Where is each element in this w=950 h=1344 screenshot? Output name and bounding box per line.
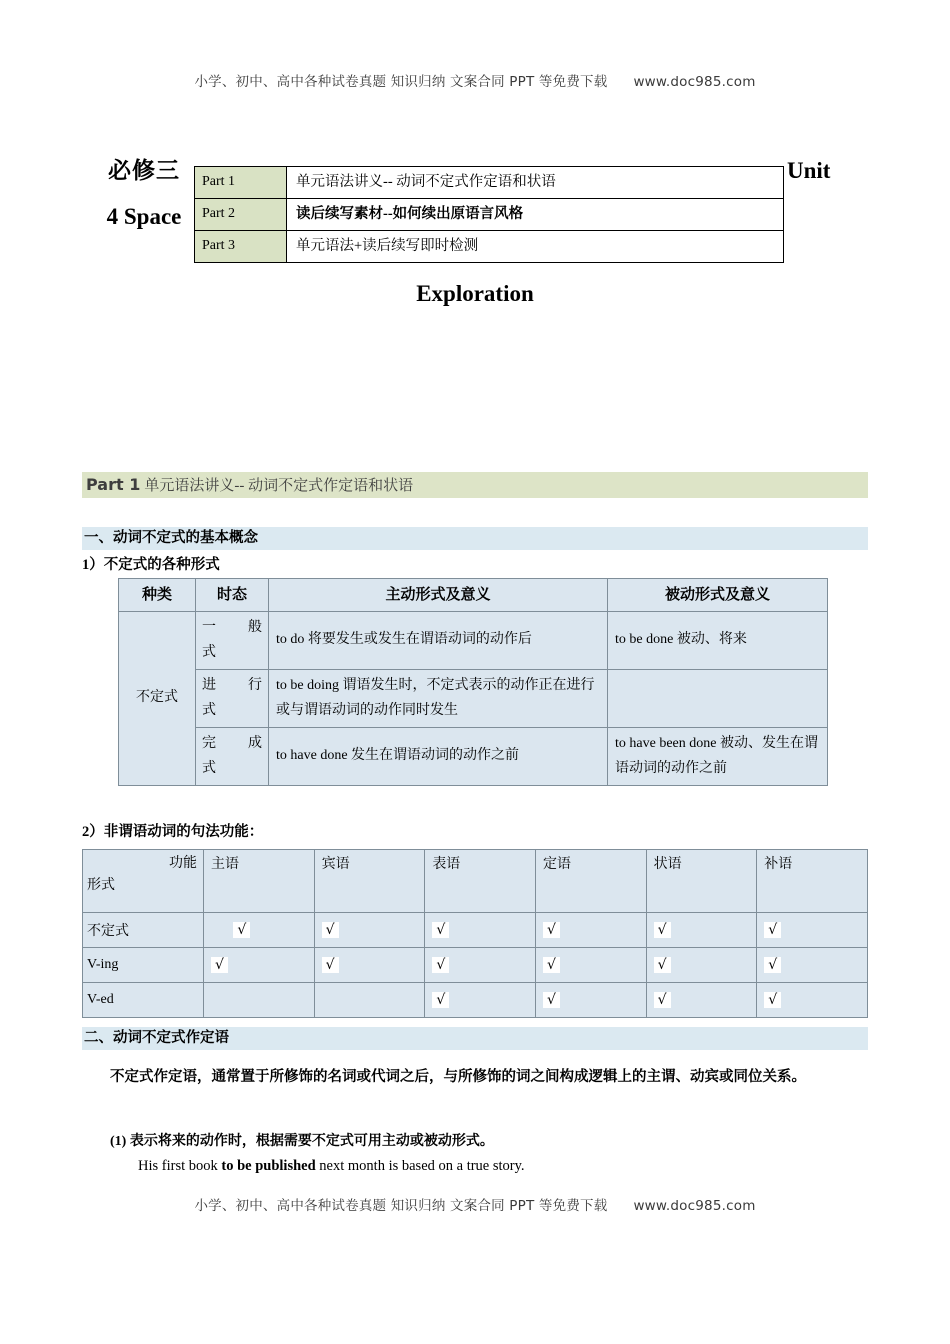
form-kind-cell: 不定式 — [119, 612, 196, 786]
func-cell-ved-subject — [204, 983, 315, 1018]
func-cell-ving-complement — [757, 948, 868, 983]
func-row-label-infinitive: 不定式 — [83, 913, 204, 948]
section-heading-2: 二、动词不定式作定语 — [82, 1027, 868, 1050]
func-column-object: 宾语 — [314, 850, 425, 913]
func-cell-infinitive-attributive — [535, 913, 646, 948]
part-value-3: 单元语法+读后续写即时检测 — [287, 231, 784, 263]
table-row — [195, 231, 784, 263]
check-wrap — [432, 992, 528, 1009]
check-icon: √ — [654, 992, 671, 1008]
table-row — [83, 983, 868, 1018]
check-icon: √ — [322, 957, 339, 973]
form-header-passive: 被动形式及意义 — [608, 579, 828, 612]
check-wrap — [764, 957, 860, 974]
form-header-kind: 种类 — [119, 579, 196, 612]
form-passive-cell-1: to be done 被动、将来 — [608, 612, 828, 670]
check-icon: √ — [764, 957, 781, 973]
check-icon: √ — [543, 922, 560, 938]
example-bold-phrase: to be published — [221, 1158, 316, 1174]
func-cell-ving-attributive — [535, 948, 646, 983]
check-icon: √ — [764, 922, 781, 938]
footer-watermark-text: 小学、初中、高中各种试卷真题 知识归纳 文案合同 PPT 等免费下载 — [194, 1198, 608, 1214]
form-header-active: 主动形式及意义 — [269, 579, 608, 612]
table-row — [195, 167, 784, 199]
table-row — [119, 612, 828, 670]
section-1-sub-2: 2）非谓语动词的句法功能： — [82, 824, 264, 840]
check-wrap — [543, 992, 639, 1009]
table-row — [83, 913, 868, 948]
func-cell-infinitive-subject — [204, 913, 315, 948]
form-tense-line-1a: 一 般 — [202, 620, 262, 635]
check-wrap — [432, 957, 528, 974]
table-row — [119, 728, 828, 786]
func-cell-ving-predicative — [425, 948, 536, 983]
title-line-cn: 必修三 — [108, 158, 180, 183]
part1-banner-text: 单元语法讲义-- 动词不定式作定语和状语 — [144, 478, 414, 494]
title-unit-word: Unit — [787, 158, 831, 183]
form-tense-line-2b: 式 — [202, 702, 216, 718]
form-tense-line-3b: 式 — [202, 760, 216, 776]
header-watermark-text: 小学、初中、高中各种试卷真题 知识归纳 文案合同 PPT 等免费下载 — [194, 74, 608, 90]
syntactic-function-table-body — [83, 850, 868, 1018]
table-header-row — [119, 579, 828, 612]
func-cell-ved-complement — [757, 983, 868, 1018]
check-wrap — [211, 922, 307, 939]
func-column-subject: 主语 — [204, 850, 315, 913]
section-2-paragraph-2: (1) 表示将来的动作时，根据需要不定式可用主动或被动形式。 — [110, 1134, 494, 1149]
check-wrap — [543, 957, 639, 974]
check-wrap — [654, 992, 750, 1009]
example-post: next month is based on a true story. — [315, 1158, 525, 1174]
form-header-tense: 时态 — [196, 579, 269, 612]
func-cell-ved-object — [314, 983, 425, 1018]
part-key-1: Part 1 — [195, 167, 287, 199]
section-2-paragraph-1: 不定式作定语，通常置于所修饰的名词或代词之后，与所修饰的词之间构成逻辑上的主谓、动宾或同位关系。 — [110, 1069, 806, 1085]
check-wrap — [764, 922, 860, 939]
footer-watermark-url: www.doc985.com — [633, 1198, 756, 1214]
check-wrap — [543, 922, 639, 939]
func-cell-infinitive-complement — [757, 913, 868, 948]
check-wrap — [322, 922, 418, 939]
func-cell-ved-predicative — [425, 983, 536, 1018]
header-watermark-url: www.doc985.com — [633, 74, 756, 90]
func-cell-ved-attributive — [535, 983, 646, 1018]
func-column-predicative: 表语 — [425, 850, 536, 913]
func-cell-infinitive-object — [314, 913, 425, 948]
form-passive-cell-2 — [608, 670, 828, 728]
part1-banner-key: Part 1 — [86, 475, 141, 494]
form-tense-cell-3 — [196, 728, 269, 786]
title-block — [82, 148, 868, 323]
form-active-cell-3: to have done 发生在谓语动词的动作之前 — [269, 728, 608, 786]
section-heading-1: 一、动词不定式的基本概念 — [82, 527, 868, 550]
title-left-column — [88, 148, 200, 240]
check-icon: √ — [233, 922, 250, 938]
func-cell-infinitive-adverbial — [646, 913, 757, 948]
form-tense-line-2a: 进 行 — [202, 678, 262, 693]
check-icon: √ — [543, 992, 560, 1008]
func-cell-infinitive-predicative — [425, 913, 536, 948]
form-tense-line-1b: 式 — [202, 644, 216, 660]
form-tense-cell-1 — [196, 612, 269, 670]
check-icon: √ — [654, 922, 671, 938]
parts-table-body — [195, 167, 784, 263]
func-cell-ving-subject — [204, 948, 315, 983]
check-wrap — [432, 922, 528, 939]
infinitive-forms-table-body — [119, 579, 828, 786]
infinitive-forms-table — [118, 578, 828, 786]
form-passive-cell-3: to have been done 被动、发生在谓语动词的动作之前 — [608, 728, 828, 786]
syntactic-function-table — [82, 849, 868, 1018]
part1-section-banner — [82, 472, 868, 498]
part-value-2: 读后续写素材--如何续出原语言风格 — [287, 199, 784, 231]
check-wrap — [322, 957, 418, 974]
func-cell-ved-adverbial — [646, 983, 757, 1018]
table-row — [119, 670, 828, 728]
func-row-label-ving: V-ing — [83, 948, 204, 983]
example-pre: His first book — [138, 1158, 222, 1174]
check-wrap — [654, 922, 750, 939]
check-icon: √ — [654, 957, 671, 973]
check-icon: √ — [543, 957, 560, 973]
check-icon: √ — [432, 922, 449, 938]
table-header-row — [83, 850, 868, 913]
func-corner-top: 功能 — [169, 856, 197, 871]
func-row-label-ved: V-ed — [83, 983, 204, 1018]
form-active-cell-1: to do 将要发生或发生在谓语动词的动作后 — [269, 612, 608, 670]
footer-watermark — [0, 1194, 950, 1214]
func-column-attributive: 定语 — [535, 850, 646, 913]
check-icon: √ — [432, 992, 449, 1008]
check-icon: √ — [432, 957, 449, 973]
header-watermark — [0, 70, 950, 90]
form-tense-line-3a: 完 成 — [202, 736, 262, 751]
part-key-2: Part 2 — [195, 199, 287, 231]
example-sentence — [82, 1158, 868, 1175]
check-wrap — [211, 957, 307, 974]
check-icon: √ — [764, 992, 781, 1008]
part-key-3: Part 3 — [195, 231, 287, 263]
func-cell-ving-adverbial — [646, 948, 757, 983]
form-active-cell-2: to be doing 谓语发生时，不定式表示的动作正在进行或与谓语动词的动作同时发生 — [269, 670, 608, 728]
table-row — [83, 948, 868, 983]
title-exploration-word: Exploration — [416, 281, 534, 306]
check-icon: √ — [211, 957, 228, 973]
func-column-complement: 补语 — [757, 850, 868, 913]
check-wrap — [764, 992, 860, 1009]
section-1-sub-1: 1）不定式的各种形式 — [82, 557, 220, 573]
table-row — [195, 199, 784, 231]
func-corner-bottom: 形式 — [87, 877, 115, 893]
func-corner-cell — [83, 850, 204, 913]
title-line-en: 4 Space — [106, 204, 182, 229]
form-tense-cell-2 — [196, 670, 269, 728]
parts-table — [194, 166, 784, 263]
func-column-adverbial: 状语 — [646, 850, 757, 913]
func-cell-ving-object — [314, 948, 425, 983]
part-value-1: 单元语法讲义-- 动词不定式作定语和状语 — [287, 167, 784, 199]
check-icon: √ — [322, 922, 339, 938]
check-wrap — [654, 957, 750, 974]
